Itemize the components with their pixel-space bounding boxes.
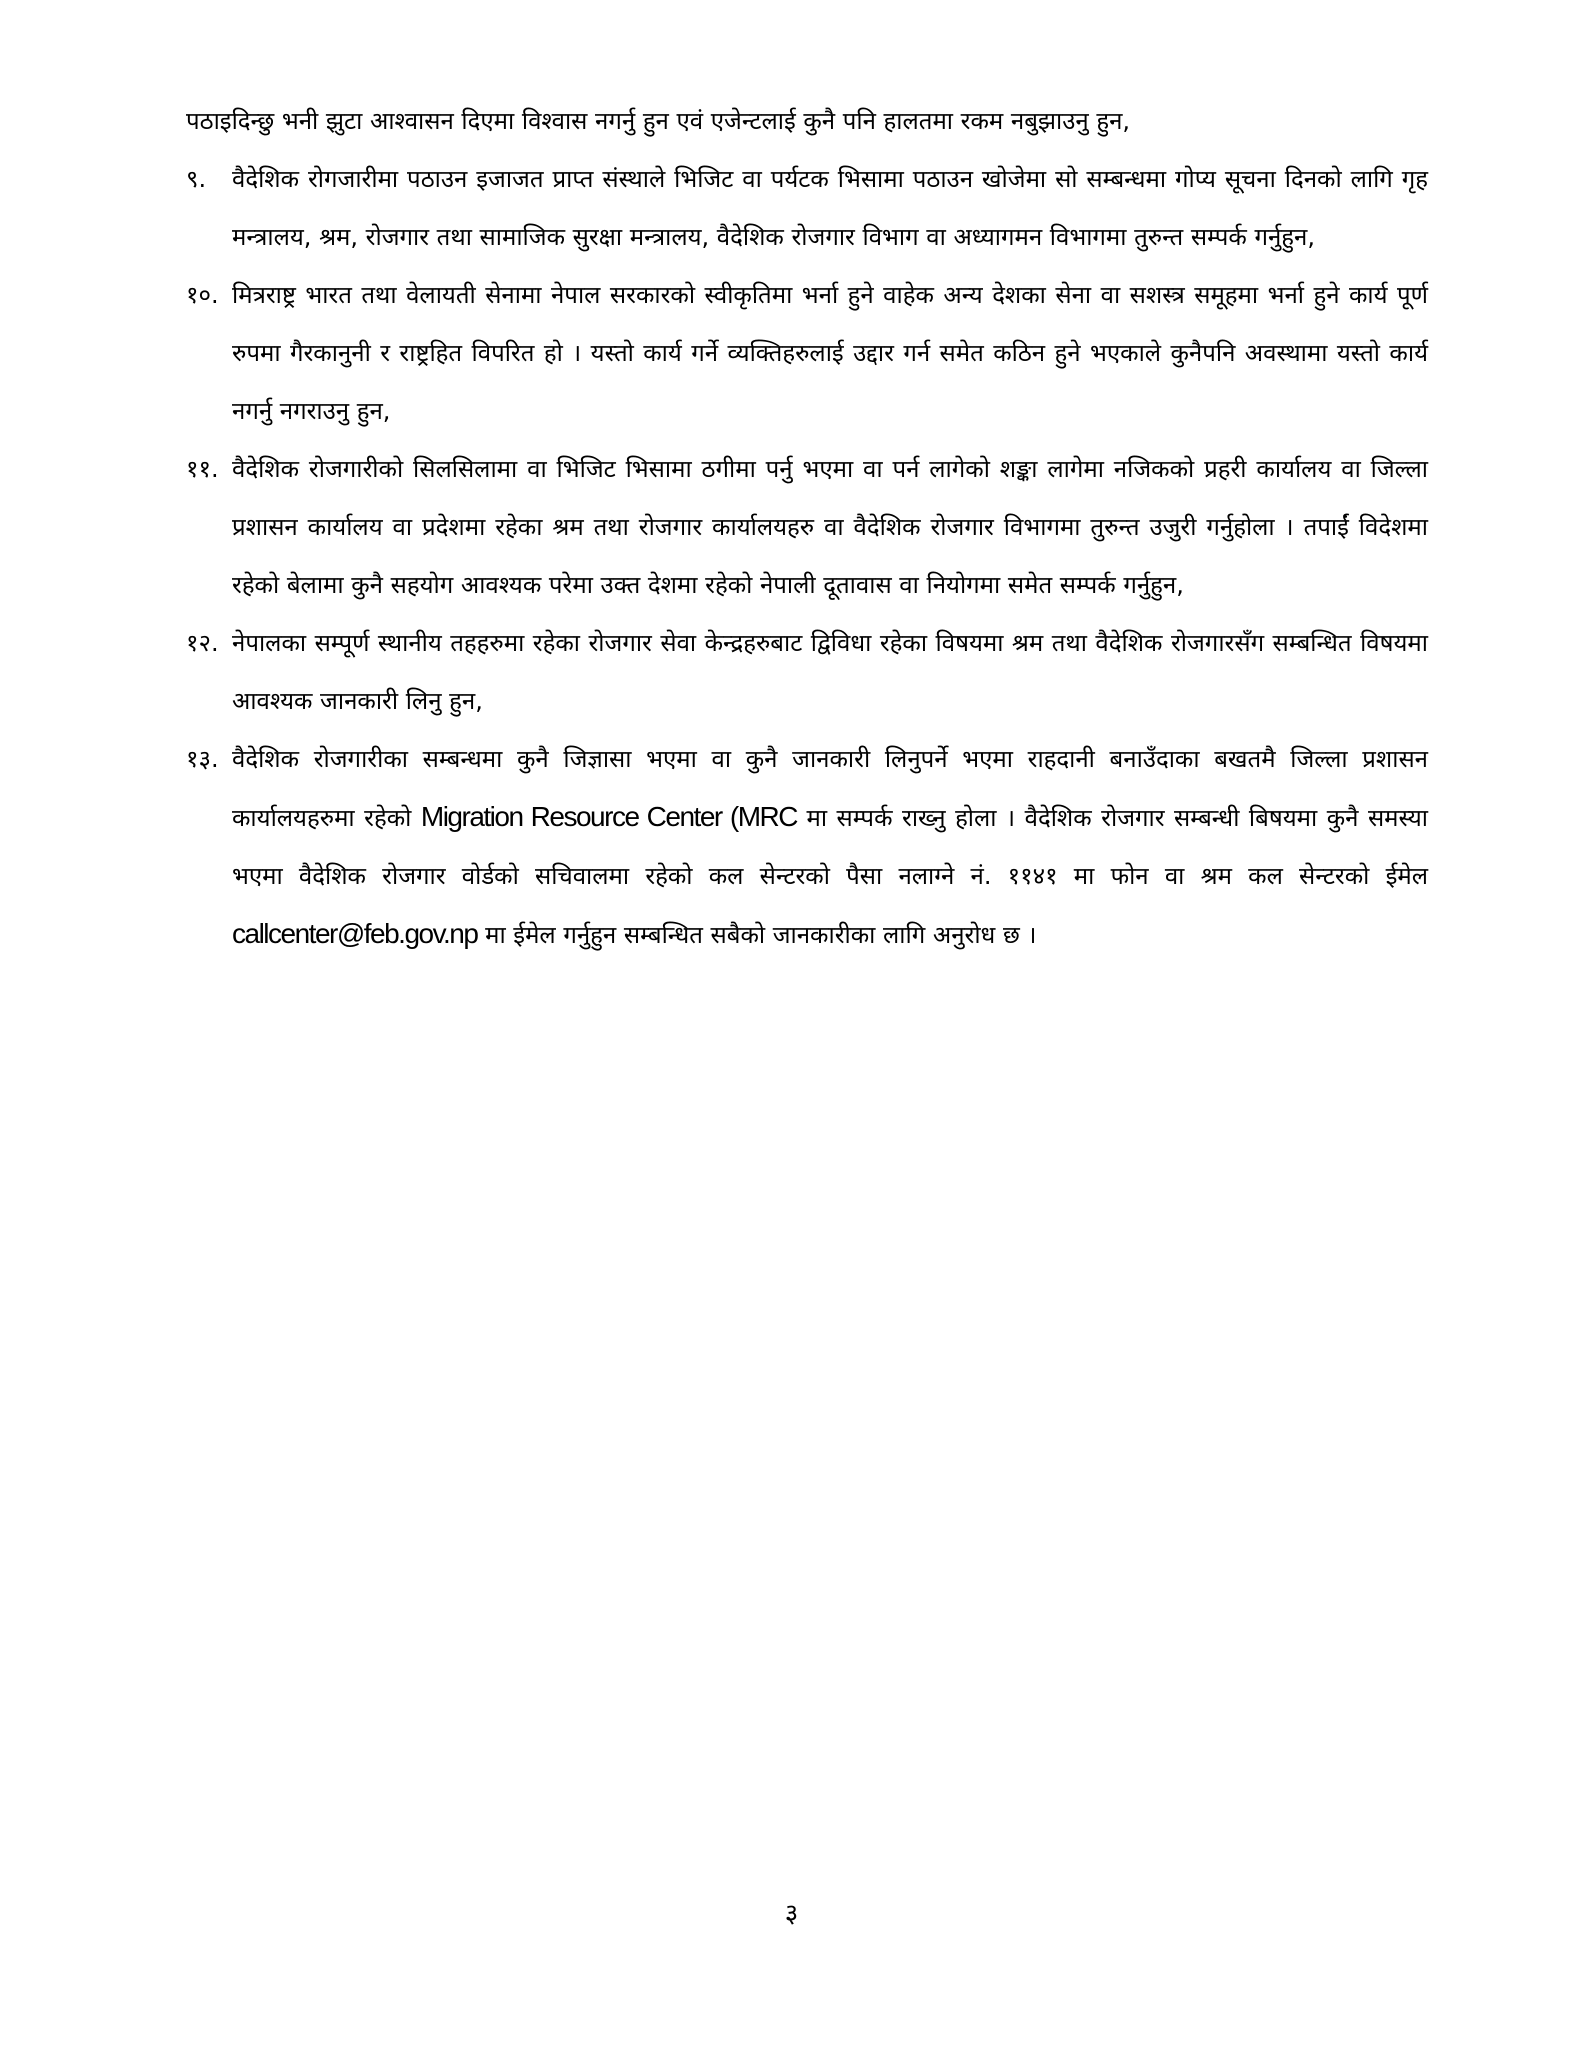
mrc-label: Migration Resource Center (MRC bbox=[420, 801, 797, 832]
list-item-number: ९. bbox=[186, 165, 207, 193]
list-item-text-part1: वैदेशिक रोजगारीका सम्बन्धमा कुनै जिज्ञासा भएमा वा कुनै जानकारी लिनुपर्ने भएमा राहदानी बनाउँदाका बखतमै जिल्ला प्रशासन कार्यालयहरुमा रहेको bbox=[232, 745, 1428, 832]
list-item-text: वैदेशिक रोगजारीमा पठाउन इजाजत प्राप्त संस्थाले भिजिट वा पर्यटक भिसामा पठाउन खोजेमा सो सम्बन्धमा गोप्य सूचना दिनको लागि गृह मन्त्रालय, श्रम, रोजगार तथा सामाजिक सुरक्षा मन्त्रालय, वैदेशिक रोजगार विभाग वा अध्यागमन विभागमा तुरुन्त सम्पर्क गर्नुहुन, bbox=[232, 165, 1428, 251]
intro-paragraph: पठाइदिन्छु भनी झुटा आश्वासन दिएमा विश्वास नगर्नु हुन एवं एजेन्टलाई कुनै पनि हालतमा रकम नबुझाउनु हुन, bbox=[186, 107, 1131, 135]
list-item-text: वैदेशिक रोजगारीको सिलसिलामा वा भिजिट भिसामा ठगीमा पर्नु भएमा वा पर्न लागेको शङ्का लागेमा नजिकको प्रहरी कार्यालय वा जिल्ला प्रशासन कार्यालय वा प्रदेशमा रहेका श्रम तथा रोजगार कार्यालयहरु वा वैदेशिक रोजगार विभागमा तुरुन्त उजुरी गर्नुहोला । तपाईं विदेशमा रहेको बेलामा कुनै सहयोग आवश्यक परेमा उक्त देशमा रहेको नेपाली दूतावास वा नियोगमा समेत सम्पर्क गर्नुहुन, bbox=[232, 455, 1428, 599]
callcenter-email: callcenter@feb.gov.np bbox=[232, 918, 478, 949]
list-item-12 bbox=[186, 614, 1428, 730]
list-item-number: ११. bbox=[186, 455, 219, 483]
list-item-number: १०. bbox=[186, 281, 219, 309]
list-item-11 bbox=[186, 440, 1428, 614]
list-item-number: १२. bbox=[186, 629, 219, 657]
list-item-13 bbox=[186, 730, 1428, 964]
list-item-10 bbox=[186, 266, 1428, 440]
list-item-text: नेपालका सम्पूर्ण स्थानीय तहहरुमा रहेका रोजगार सेवा केन्द्रहरुबाट द्विविधा रहेका विषयमा श्रम तथा वैदेशिक रोजगारसँग सम्बन्धित विषयमा आवश्यक जानकारी लिनु हुन, bbox=[232, 629, 1428, 715]
page-number: ३ bbox=[784, 1899, 799, 1929]
list-item-text: मित्रराष्ट्र भारत तथा वेलायती सेनामा नेपाल सरकारको स्वीकृतिमा भर्ना हुने वाहेक अन्य देशका सेना वा सशस्त्र समूहमा भर्ना हुने कार्य पूर्ण रुपमा गैरकानुनी र राष्ट्रहित विपरित हो । यस्तो कार्य गर्ने व्यक्तिहरुलाई उद्दार गर्न समेत कठिन हुने भएकाले कुनैपनि अवस्थामा यस्तो कार्य नगर्नु नगराउनु हुन, bbox=[232, 281, 1428, 425]
list-item-text-part2: मा सम्पर्क राख्नु होला । वैदेशिक रोजगार सम्बन्धी बिषयमा कुनै समस्या भएमा वैदेशिक रोजगार वोर्डको सचिवालमा रहेको कल सेन्टरको पैसा नलाग्ने नं. ११४१ मा फोन वा श्रम कल सेन्टरको ईमेल bbox=[232, 804, 1429, 890]
list-item-text-part3: मा ईमेल गर्नुहुन सम्बन्धित सबैको जानकारीका लागि अनुरोध छ । bbox=[485, 921, 1037, 949]
list-item-9 bbox=[186, 150, 1428, 266]
document-body bbox=[186, 92, 1428, 964]
list-item-number: १३. bbox=[186, 745, 219, 773]
